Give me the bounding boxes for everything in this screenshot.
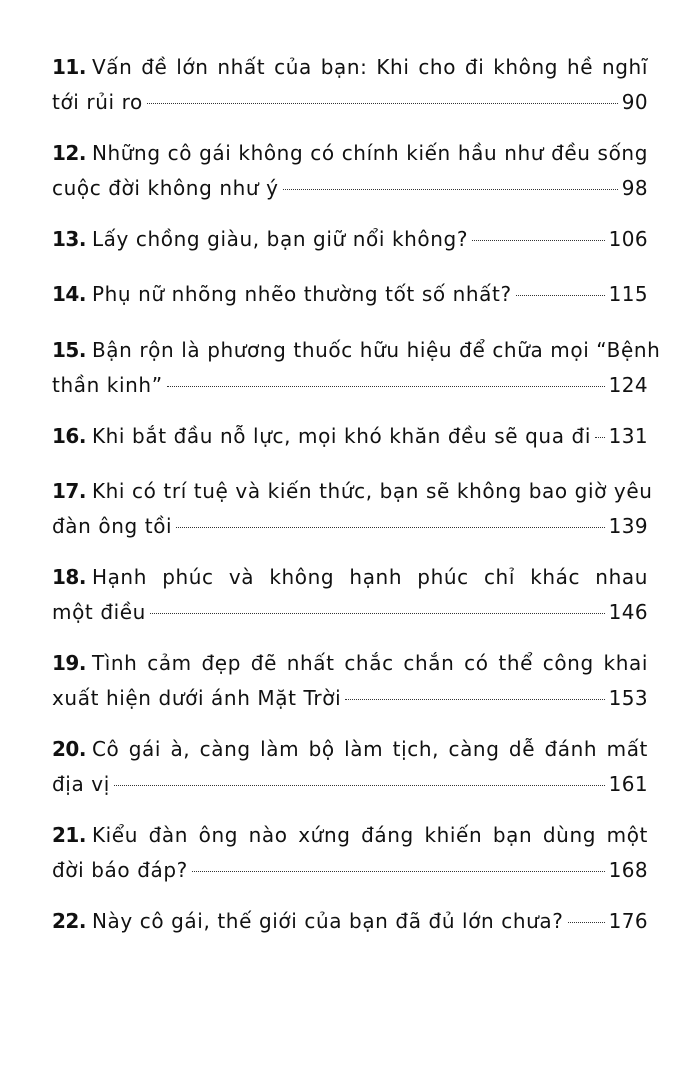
dot-leader [114, 785, 605, 786]
page-number: 161 [608, 772, 648, 796]
entry-title-line1: Khi có trí tuệ và kiến thức, bạn sẽ không bao giờ yêu [91, 479, 653, 503]
page-number: 124 [608, 373, 648, 397]
dot-leader [176, 527, 604, 528]
entry-title: Khi bắt đầu nỗ lực, mọi khó khăn đều sẽ qua đi [91, 424, 591, 448]
page-number: 98 [621, 176, 648, 200]
entry-title-line1: Vấn đề lớn nhất của bạn: Khi cho đi không hề nghĩ [91, 55, 648, 79]
entry-number: 16. [52, 424, 86, 448]
entry-title: Phụ nữ nhõng nhẽo thường tốt số nhất? [91, 282, 512, 306]
page-number: 176 [608, 909, 648, 933]
dot-leader [167, 386, 605, 387]
entry-title-line2: thần kinh” [52, 373, 163, 397]
dot-leader [595, 437, 605, 438]
page-number: 146 [608, 600, 648, 624]
entry-number: 14. [52, 282, 86, 306]
entry-number: 12. [52, 141, 86, 165]
page-number: 139 [608, 514, 648, 538]
page-number: 106 [608, 227, 648, 251]
dot-leader [192, 871, 605, 872]
dot-leader [150, 613, 605, 614]
dot-leader [568, 922, 605, 923]
entry-title: Này cô gái, thế giới của bạn đã đủ lớn chưa? [91, 909, 564, 933]
page-number: 115 [608, 282, 648, 306]
entry-number: 18. [52, 565, 86, 589]
entry-title-line2: đàn ông tồi [52, 514, 173, 538]
entry-number: 22. [52, 909, 86, 933]
entry-title-line2: đời báo đáp? [52, 858, 188, 882]
entry-number: 13. [52, 227, 86, 251]
page-number: 131 [608, 424, 648, 448]
entry-title-line2: xuất hiện dưới ánh Mặt Trời [52, 686, 342, 710]
dot-leader [516, 295, 605, 296]
page-number: 90 [621, 90, 648, 114]
entry-title-line2: một điều [52, 600, 146, 624]
page-number: 168 [608, 858, 648, 882]
entry-number: 15. [52, 338, 86, 362]
entry-title-line1: Bận rộn là phương thuốc hữu hiệu để chữa mọi “Bệnh [91, 338, 661, 362]
entry-number: 20. [52, 737, 86, 761]
entry-title-line2: địa vị [52, 772, 110, 796]
entry-number: 21. [52, 823, 86, 847]
entry-title-line1: Cô gái à, càng làm bộ làm tịch, càng dễ đánh mất [91, 737, 648, 761]
dot-leader [345, 699, 604, 700]
entry-title-line2: cuộc đời không như ý [52, 176, 279, 200]
entry-title-line1: Tình cảm đẹp đẽ nhất chắc chắn có thể công khai [91, 651, 648, 675]
entry-number: 19. [52, 651, 86, 675]
dot-leader [472, 240, 605, 241]
dot-leader [147, 103, 618, 104]
entry-title-line1: Những cô gái không có chính kiến hầu như đều sống [91, 141, 648, 165]
page-number: 153 [608, 686, 648, 710]
dot-leader [283, 189, 618, 190]
entry-title-line2: tới rủi ro [52, 90, 143, 114]
entry-number: 11. [52, 55, 86, 79]
entry-title-line1: Kiểu đàn ông nào xứng đáng khiến bạn dùng một [91, 823, 648, 847]
entry-number: 17. [52, 479, 86, 503]
entry-title-line1: Hạnh phúc và không hạnh phúc chỉ khác nhau [91, 565, 648, 589]
entry-title: Lấy chồng giàu, bạn giữ nổi không? [91, 227, 469, 251]
